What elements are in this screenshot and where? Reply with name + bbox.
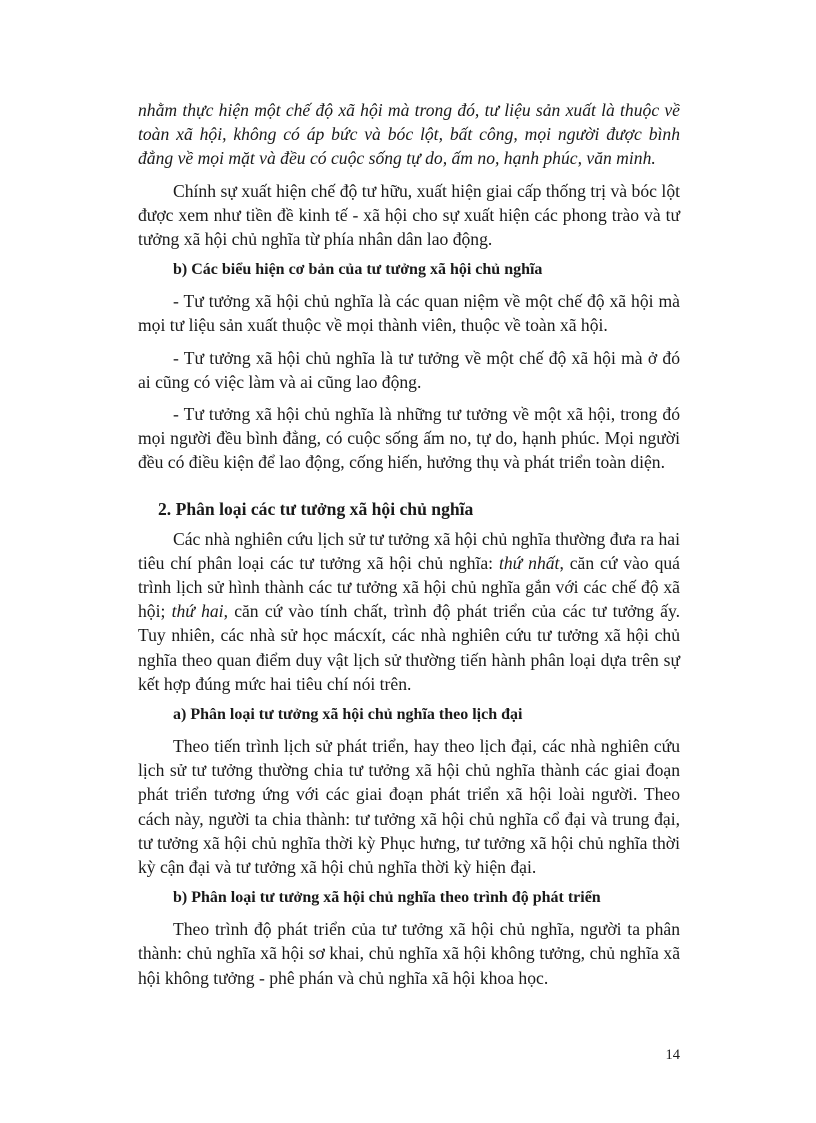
classification-emphasis-first: thứ nhất — [498, 552, 560, 573]
section-heading-classification: 2. Phân loại các tư tưởng xã hội chủ nghĩa — [158, 498, 474, 519]
bullet-paragraph-1: - Tư tưởng xã hội chủ nghĩa là các quan niệm về một chế độ xã hội mà mọi tư liệu sản xuất thuộc về mọi thành viên, thuộc về toàn xã hội. — [138, 291, 680, 336]
premise-paragraph: Chính sự xuất hiện chế độ tư hữu, xuất hiện giai cấp thống trị và bóc lột được xem như tiền đề kinh tế - xã hội cho sự xuất hiện các phong trào và tư tưởng xã hội chủ nghĩa từ phía nhân dân lao động. — [138, 180, 680, 250]
document-page — [138, 98, 680, 990]
classification-text-1: Các nhà nghiên cứu lịch sử tư tưởng xã hội chủ nghĩa thường đưa ra hai tiêu chí phân loại các tư tưởng xã hội chủ nghĩa: — [138, 528, 680, 573]
subheading-basic-expressions: b) Các biểu hiện cơ bản của tư tưởng xã hội chủ nghĩa — [173, 261, 543, 279]
classification-text-2: , căn cứ vào quá trình lịch sử hình thành các tư tưởng xã hội chủ nghĩa gắn với các chế độ xã hội; — [138, 552, 680, 622]
bullet-paragraph-3: - Tư tưởng xã hội chủ nghĩa là những tư tưởng về một xã hội, trong đó mọi người đều bình đẳng, có cuộc sống ấm no, tự do, hạnh phúc. Mọi người đều có điều kiện để lao động, cống hiến, hưởng thụ và phát triển toàn diện. — [138, 404, 680, 473]
subheading-chronological: a) Phân loại tư tưởng xã hội chủ nghĩa theo lịch đại — [173, 706, 523, 724]
chronological-paragraph: Theo tiến trình lịch sử phát triển, hay theo lịch đại, các nhà nghiên cứu lịch sử tư tưởng thường chia tư tưởng xã hội chủ nghĩa thành các giai đoạn phát triển tương ứng với các giai đoạn phát triển xã hội loài người. Theo cách này, người ta chia thành: tư tưởng xã hội chủ nghĩa cổ đại và trung đại, tư tưởng xã hội chủ nghĩa thời kỳ Phục hưng, tư tưởng xã hội chủ nghĩa thời kỳ cận đại và tư tưởng xã hội chủ nghĩa thời kỳ hiện đại. — [138, 736, 680, 878]
classification-text-3: , căn cứ vào tính chất, trình độ phát triển của các tư tưởng ấy. Tuy nhiên, các nhà sử học mácxít, các nhà nghiên cứu tư tưởng xã hội chủ nghĩa theo quan điểm duy vật lịch sử thường tiến hành phân loại dựa trên sự kết hợp đúng mức hai tiêu chí nói trên. — [138, 601, 680, 694]
subheading-development-level: b) Phân loại tư tưởng xã hội chủ nghĩa theo trình độ phát triển — [173, 889, 601, 907]
development-level-paragraph: Theo trình độ phát triển của tư tưởng xã hội chủ nghĩa, người ta phân thành: chủ nghĩa xã hội sơ khai, chủ nghĩa xã hội không tưởng, chủ nghĩa xã hội không tưởng - phê phán và chủ nghĩa xã hội khoa học. — [138, 919, 680, 988]
page-number: 14 — [665, 1047, 680, 1063]
classification-emphasis-second: thứ hai — [171, 601, 224, 622]
classification-paragraph — [138, 527, 680, 696]
intro-paragraph: nhằm thực hiện một chế độ xã hội mà trong đó, tư liệu sản xuất là thuộc về toàn xã hội, không có áp bức và bóc lột, bất công, mọi người được bình đẳng về mọi mặt và đều có cuộc sống tự do, ấm no, hạnh phúc, văn minh. — [138, 100, 680, 169]
bullet-paragraph-2: - Tư tưởng xã hội chủ nghĩa là tư tưởng về một chế độ xã hội mà ở đó ai cũng có việc làm và ai cũng lao động. — [138, 347, 680, 392]
